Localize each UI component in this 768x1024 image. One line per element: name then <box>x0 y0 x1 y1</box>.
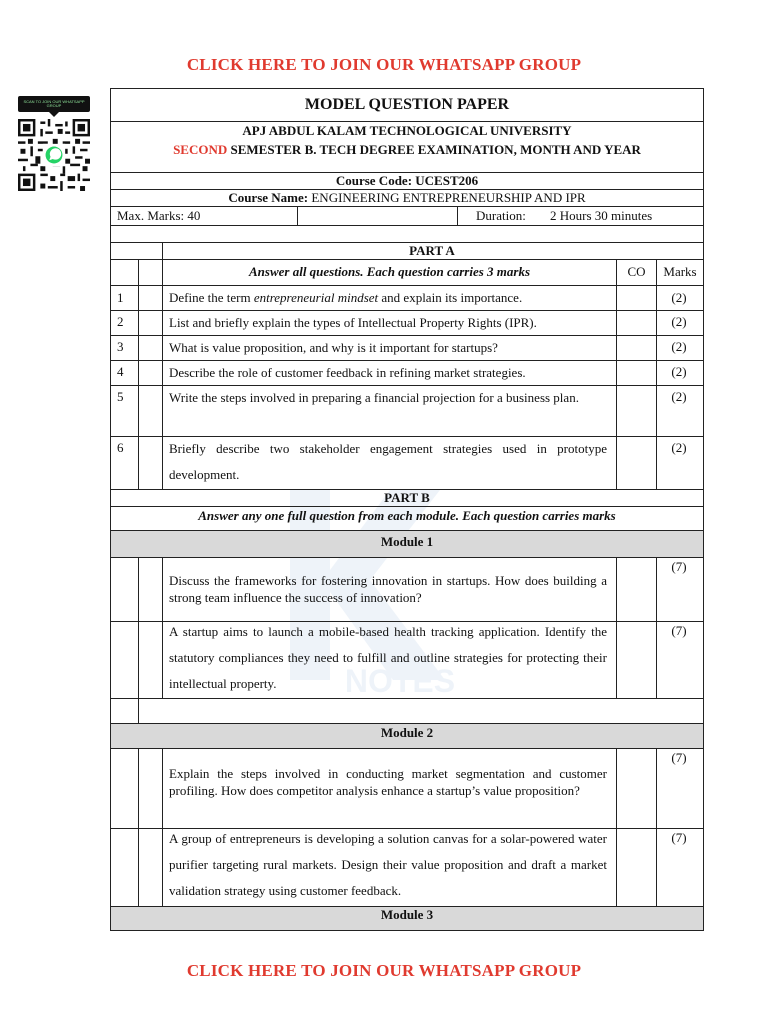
question-number: 1 <box>117 290 124 305</box>
question-text: What is value proposition, and why is it important for startups? <box>169 340 498 355</box>
duration-cell <box>457 207 703 225</box>
duration-label: Duration: <box>476 208 526 223</box>
max-marks: Max. Marks: 40 <box>117 208 201 223</box>
part-a-title-row <box>110 243 704 260</box>
spacer-row <box>110 699 704 724</box>
university-name: APJ ABDUL KALAM TECHNOLOGICAL UNIVERSITY <box>242 123 572 138</box>
semester-word: SECOND <box>173 142 228 157</box>
module-2-header: Module 2 <box>110 724 704 749</box>
emphasis-term: entrepreneurial mindset <box>253 290 379 305</box>
question-marks: (2) <box>671 389 687 404</box>
page-title: MODEL QUESTION PAPER <box>110 88 704 122</box>
course-code-row <box>110 173 704 190</box>
qr-label: SCAN TO JOIN OUR WHATSAPP GROUP <box>18 96 90 112</box>
question-number: 3 <box>117 339 124 354</box>
exam-line <box>111 141 703 158</box>
course-name: ENGINEERING ENTREPRENEURSHIP AND IPR <box>311 190 586 205</box>
question-marks: (7) <box>671 623 687 638</box>
course-code-label: Course Code: <box>335 173 413 188</box>
question-text: A group of entrepreneurs is developing a solution canvas for a solar-powered water purifier targeting rural markets. Design their value proposition and draft a market validation strategy using customer feedback. <box>169 831 607 898</box>
question-text: Discuss the frameworks for fostering innovation in startups. How does building a strong team influence the success of innovation? <box>169 573 607 605</box>
blank-cell <box>297 207 457 225</box>
whatsapp-qr-code[interactable] <box>18 96 90 196</box>
question-row <box>110 622 704 699</box>
question-text: List and briefly explain the types of Intellectual Property Rights (IPR). <box>169 315 537 330</box>
question-row <box>110 286 704 311</box>
question-row <box>110 437 704 490</box>
part-b-instruction: Answer any one full question from each module. Each question carries marks <box>110 507 704 531</box>
question-row <box>110 558 704 622</box>
question-marks: (2) <box>671 339 687 354</box>
question-number: 6 <box>117 440 124 455</box>
question-marks: (7) <box>671 559 687 574</box>
svg-text:NOTES: NOTES <box>344 663 456 699</box>
question-number: 5 <box>117 389 124 404</box>
university-block <box>110 122 704 173</box>
question-text: Explain the steps involved in conducting market segmentation and customer profiling. How does competitor analysis enhance a startup’s value proposition? <box>169 766 607 798</box>
question-row <box>110 386 704 437</box>
question-text: Define the term entrepreneurial mindset and explain its importance. <box>169 290 523 305</box>
join-whatsapp-link-bottom[interactable]: CLICK HERE TO JOIN OUR WHATSAPP GROUP <box>186 961 582 980</box>
qr-pointer <box>49 112 59 117</box>
question-row <box>110 829 704 907</box>
question-marks: (7) <box>671 830 687 845</box>
question-marks: (2) <box>671 290 687 305</box>
question-row <box>110 336 704 361</box>
module-1-header: Module 1 <box>110 531 704 558</box>
question-text: Describe the role of customer feedback in refining market strategies. <box>169 365 526 380</box>
question-marks: (2) <box>671 440 687 455</box>
part-a-instruction: Answer all questions. Each question carries 3 marks <box>162 260 616 285</box>
marks-header: Marks <box>656 260 703 285</box>
course-name-row <box>110 190 704 207</box>
question-text: A startup aims to launch a mobile-based health tracking application. Identify the statutory compliances they need to fulfill and outline strategies for protecting their intellectual property. <box>169 624 607 691</box>
duration: 2 Hours 30 minutes <box>550 208 653 223</box>
question-marks: (2) <box>671 364 687 379</box>
question-marks: (2) <box>671 314 687 329</box>
marks-duration-row <box>110 207 704 226</box>
part-b-title: PART B <box>110 490 704 507</box>
co-header: CO <box>616 260 656 285</box>
course-code: UCEST206 <box>415 173 479 188</box>
course-name-label: Course Name: <box>228 190 309 205</box>
question-marks: (7) <box>671 750 687 765</box>
question-number: 2 <box>117 314 124 329</box>
question-text: Write the steps involved in preparing a financial projection for a business plan. <box>169 390 579 405</box>
spacer-row <box>110 226 704 243</box>
question-row <box>110 749 704 829</box>
question-number: 4 <box>117 364 124 379</box>
part-a-header-row <box>110 260 704 286</box>
part-a-title: PART A <box>409 243 455 258</box>
question-row <box>110 361 704 386</box>
qr-code-icon <box>18 119 90 191</box>
exam-description: SEMESTER B. TECH DEGREE EXAMINATION, MONTH AND YEAR <box>230 142 641 157</box>
join-whatsapp-link-top[interactable]: CLICK HERE TO JOIN OUR WHATSAPP GROUP <box>186 55 582 74</box>
question-row <box>110 311 704 336</box>
question-text: Briefly describe two stakeholder engagement strategies used in prototype development. <box>169 441 607 482</box>
module-3-header: Module 3 <box>110 907 704 931</box>
